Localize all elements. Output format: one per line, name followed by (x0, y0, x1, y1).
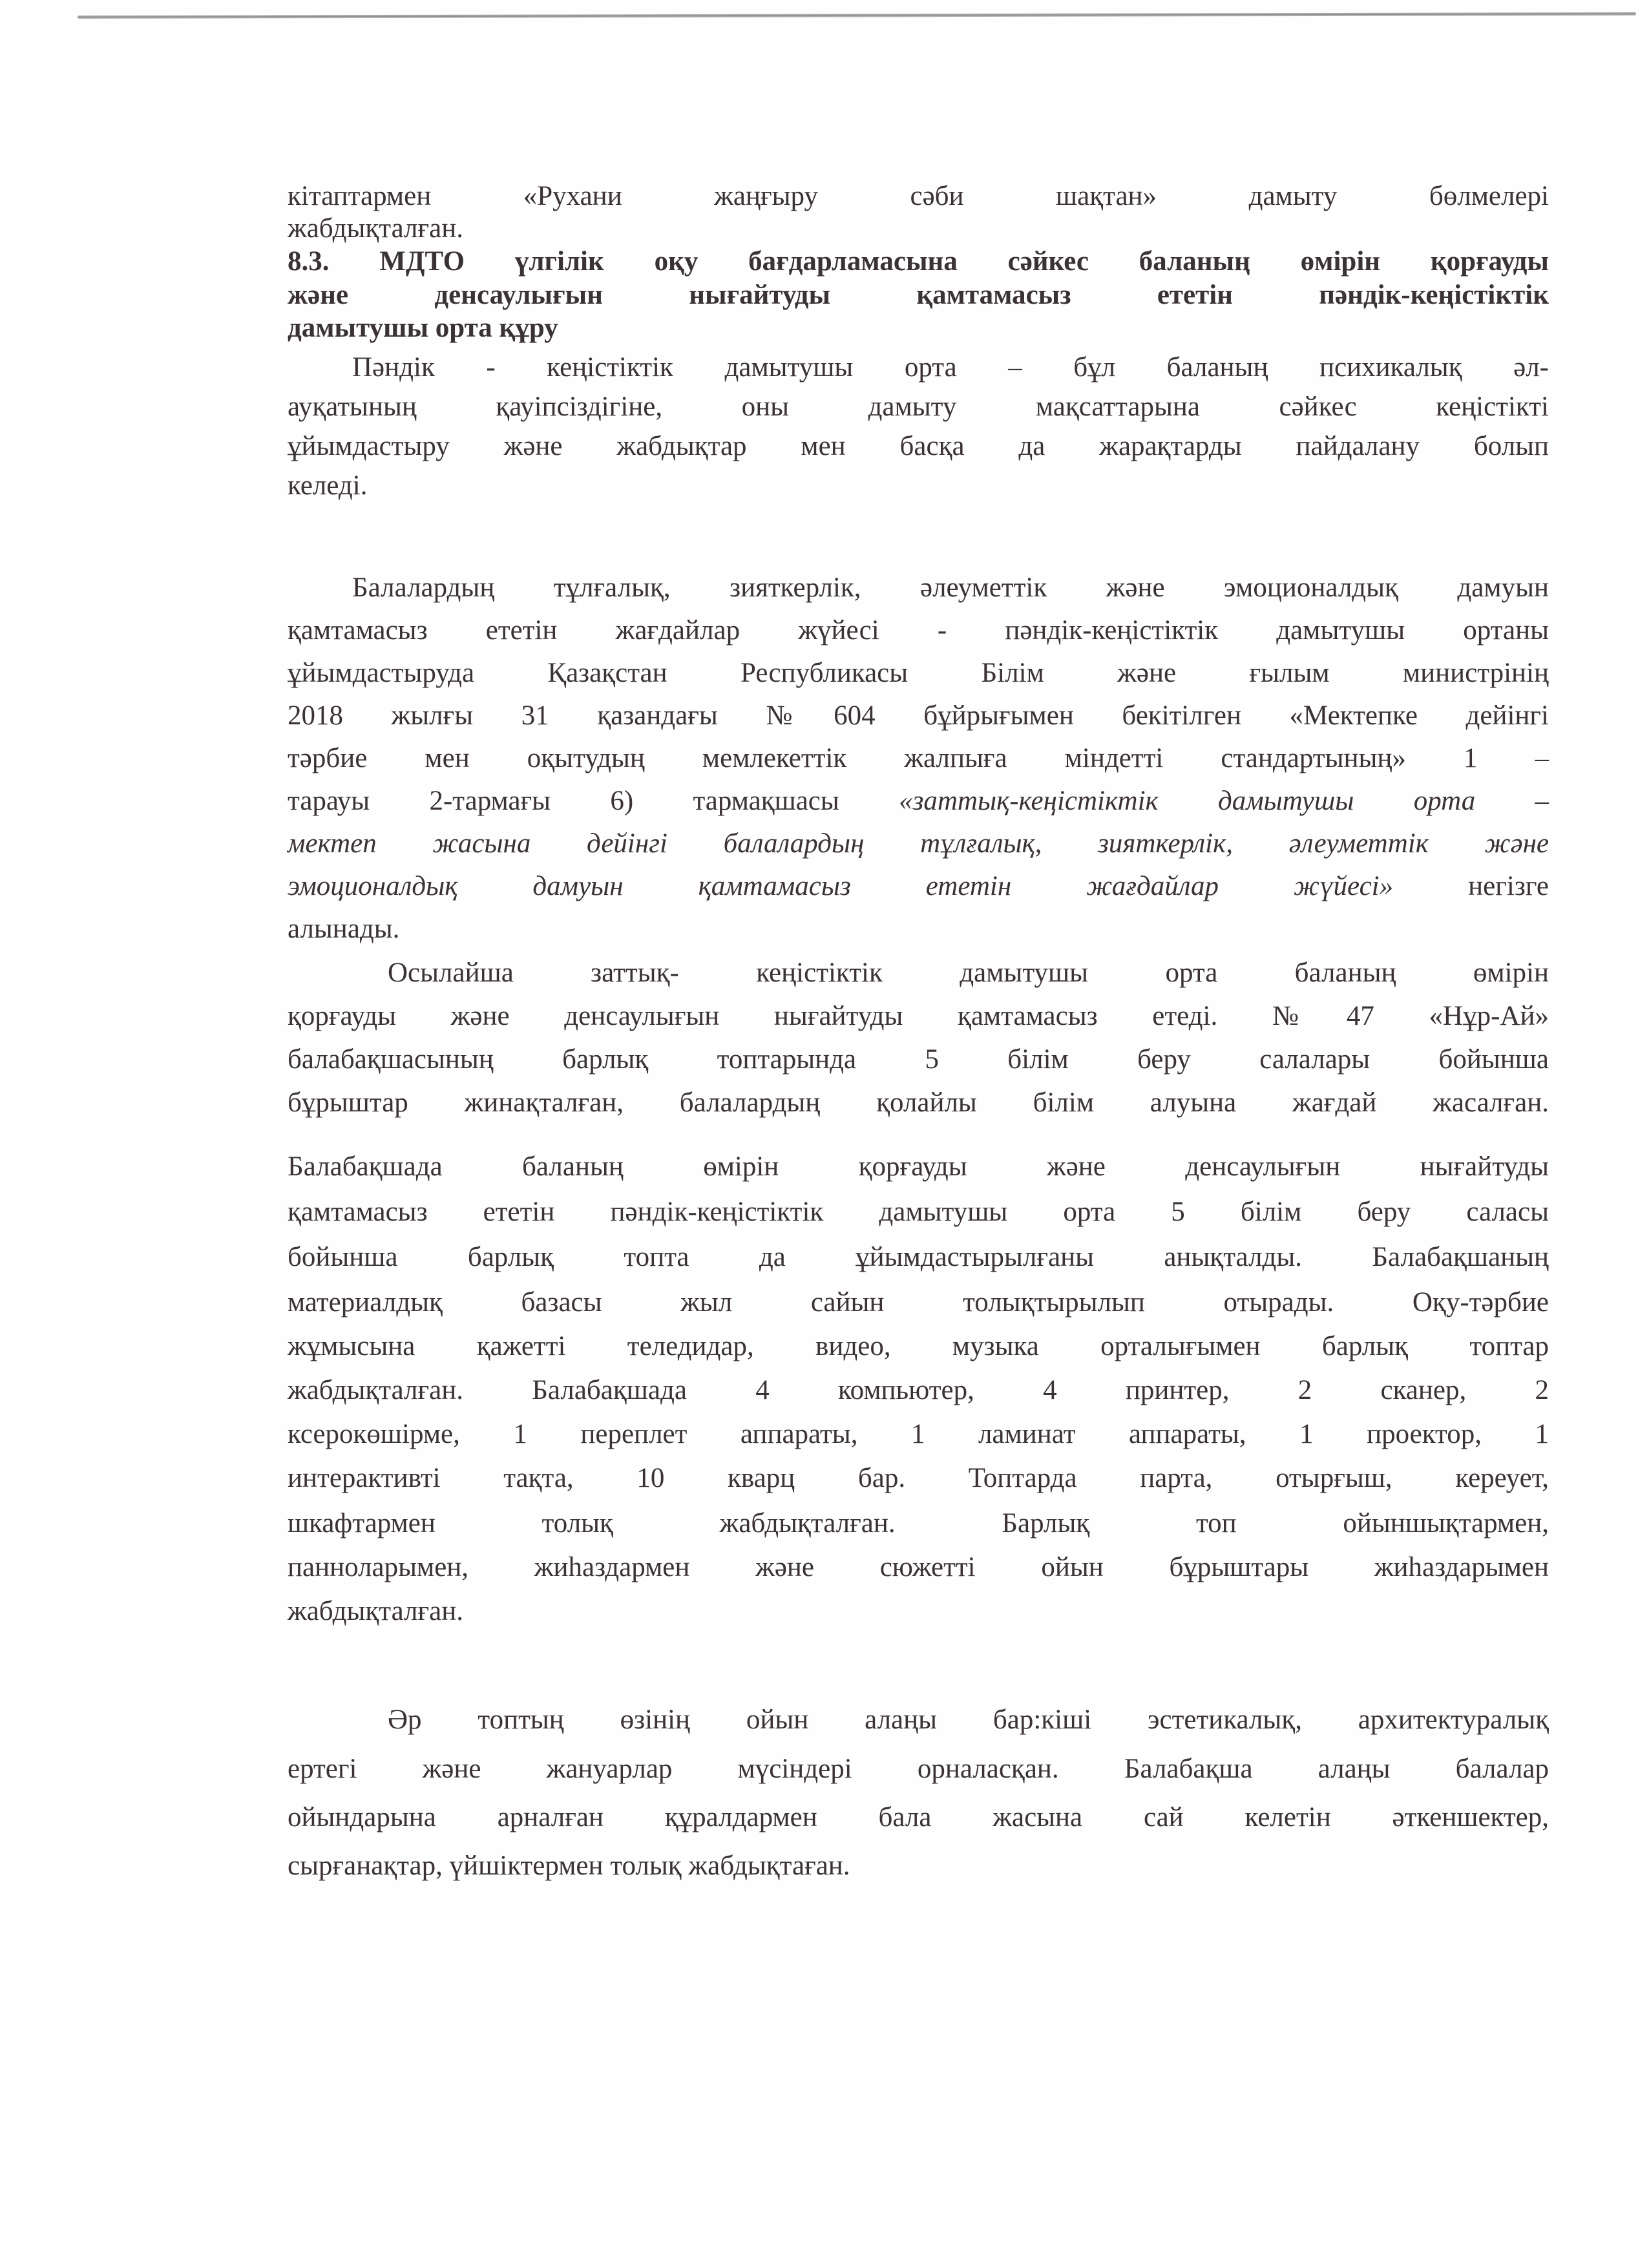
text-line: ертегі және жануарлар мүсіндері орналасқан. Балабақша алаңы балалар (288, 1754, 1549, 1784)
text-line: жабдықталған. (288, 213, 463, 244)
text-line: шкафтармен толық жабдықталған. Барлық топ ойыншықтармен, (288, 1508, 1549, 1538)
text-line: келеді. (288, 470, 368, 501)
text-line: ксерокөшірме, 1 переплет аппараты, 1 ламинат аппараты, 1 проектор, 1 (288, 1419, 1549, 1449)
text-line (288, 783, 1549, 819)
heading-line: дамытушы орта құру (288, 313, 558, 343)
document-page (288, 0, 1549, 2268)
text-line: қорғауды және денсаулығын нығайтуды қамтамасыз етеді. №47 «Нұр-Ай» (288, 1001, 1549, 1031)
text-line: қамтамасыз ететін пәндік-кеңістіктік дамытушы орта 5 білім беру саласы (288, 1197, 1549, 1227)
text-line (288, 868, 1549, 905)
text-line: интерактивті тақта, 10 кварц бар. Топтарда парта, отырғыш, кереует, (288, 1463, 1549, 1493)
text-line: Балабақшада баланың өмірін қорғауды және денсаулығын нығайтуды (288, 1151, 1549, 1182)
text-line: 2018 жылғы 31 қазандағы №604 бұйрығымен бекітілген «Мектепке дейінгі (288, 700, 1549, 731)
text-run: тарауы 2-тармағы 6) тармақшасы (288, 786, 899, 816)
text-line: Осылайша заттық- кеңістіктік дамытушы орта баланың өмірін (388, 958, 1549, 988)
text-line: жұмысына қажетті теледидар, видео, музыка орталығымен барлық топтар (288, 1331, 1549, 1361)
text-line: ұйымдастыру және жабдықтар мен басқа да жарақтарды пайдалану болып (288, 431, 1549, 461)
italic-quote: «заттық-кеңістіктік дамытушы орта – (899, 786, 1549, 816)
text-line: ауқатының қауіпсіздігіне, оны дамыту мақсаттарына сәйкес кеңістікті (288, 392, 1549, 422)
text-line: тәрбие мен оқытудың мемлекеттік жалпыға міндетті стандартының» 1 – (288, 743, 1549, 773)
text-line: Балалардың тұлғалық, зияткерлік, әлеуметтік және эмоционалдық дамуын (352, 572, 1549, 603)
text-line: кітаптармен «Рухани жаңғыру сәби шақтан» дамыту бөлмелері (288, 181, 1549, 211)
heading-line: және денсаулығын нығайтуды қамтамасыз ететін пәндік-кеңістіктік (288, 280, 1549, 310)
text-line: бойынша барлық топта да ұйымдастырылғаны анықталды. Балабақшаның (288, 1242, 1549, 1272)
text-run: негізге (1393, 871, 1549, 901)
text-line: Пәндік - кеңістіктік дамытушы орта – бұл баланың психикалық әл- (352, 352, 1549, 383)
text-line: материалдық базасы жыл сайын толықтырылып отырады. Оқу-тәрбие (288, 1287, 1549, 1318)
text-line: балабақшасының барлық топтарында 5 білім беру салалары бойынша (288, 1044, 1549, 1075)
italic-quote: мектеп жасына дейінгі балалардың тұлғалық, зияткерлік, әлеуметтік және (288, 828, 1549, 859)
text-line: жабдықталған. Балабақшада 4 компьютер, 4 принтер, 2 сканер, 2 (288, 1375, 1549, 1405)
text-line: сырғанақтар, үйшіктермен толық жабдықтаған. (288, 1851, 850, 1881)
text-line: қамтамасыз ететін жағдайлар жүйесі - пәндік-кеңістіктік дамытушы ортаны (288, 615, 1549, 646)
italic-quote: эмоционалдық дамуын қамтамасыз ететін жағдайлар жүйесі» (288, 871, 1394, 901)
text-line: ойындарына арналған құралдармен бала жасына сай келетін әткеншектер, (288, 1802, 1549, 1832)
text-line: панноларымен, жиһаздармен және сюжетті ойын бұрыштары жиһаздарымен (288, 1552, 1549, 1582)
text-line: алынады. (288, 914, 400, 944)
text-line: бұрыштар жинақталған, балалардың қолайлы білім алуына жағдай жасалған. (288, 1087, 1549, 1118)
text-line: ұйымдастыруда Қазақстан Республикасы Білім және ғылым министрінің (288, 658, 1549, 688)
heading-line: 8.3. МДТО үлгілік оқу бағдарламасына сәйкес баланың өмірін қорғауды (288, 246, 1549, 277)
text-line (288, 826, 1549, 862)
text-line: жабдықталған. (288, 1596, 463, 1626)
text-line: Әр топтың өзінің ойын алаңы бар:кіші эстетикалық, архитектуралық (388, 1705, 1549, 1735)
